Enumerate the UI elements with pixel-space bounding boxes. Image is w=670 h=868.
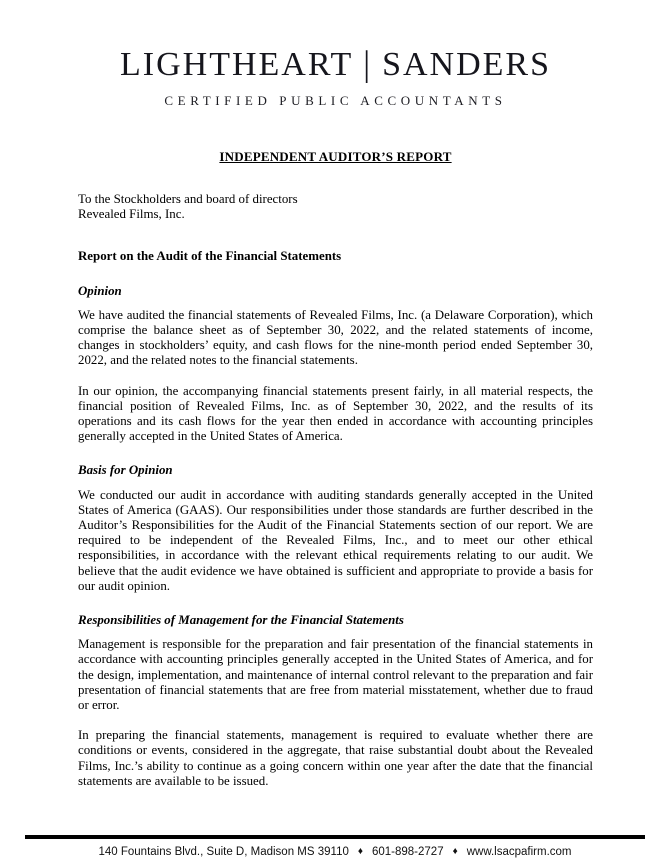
footer-contact-line (0, 846, 670, 858)
firm-name (78, 46, 593, 84)
addressee-line-2: Revealed Films, Inc. (78, 207, 185, 222)
letterhead (78, 46, 593, 109)
page-footer (0, 835, 670, 858)
report-body (78, 192, 593, 789)
footer-phone: 601-898-2727 (371, 846, 444, 858)
responsibilities-heading: Responsibilities of Management for the Financial Statements (78, 613, 404, 628)
diamond-separator-icon: ♦ (357, 846, 363, 857)
basis-for-opinion-paragraph: We conducted our audit in accordance with auditing standards generally accepted in the United States of America (GAAS). Our responsibilities under those standards are further described in the Auditor’s Responsibilities for the Audit of the Financial Statements section of our report. We are required to be independent of the Revealed Films, Inc., and to meet our other ethical responsibilities, in accordance with the relevant ethical requirements relating to our audit. We believe that the audit evidence we have obtained is sufficient and appropriate to provide a basis for our audit opinion. (78, 487, 593, 593)
addressee-line-1: To the Stockholders and board of directors (78, 192, 298, 206)
firm-name-right: SANDERS (382, 46, 551, 83)
footer-rule (25, 835, 645, 839)
footer-address: 140 Fountains Blvd., Suite D, Madison MS 39110 (98, 846, 349, 858)
responsibilities-paragraph-2: In preparing the financial statements, management is required to evaluate whether there are conditions or events, considered in the aggregate, that raise substantial doubt about the Revealed Films, Inc.’s ability to continue as a going concern within one year after the date that the financial statements are available to be issued. (78, 728, 593, 788)
main-section-heading: Report on the Audit of the Financial Statements (78, 249, 342, 264)
firm-name-divider: | (363, 45, 373, 84)
firm-tagline: CERTIFIED PUBLIC ACCOUNTANTS (164, 93, 507, 108)
opinion-heading: Opinion (78, 283, 122, 298)
opinion-paragraph-2: In our opinion, the accompanying financial statements present fairly, in all material respects, the financial position of Revealed Films, Inc. as of September 30, 2022, and the results of its operations and its cash flows for the year then ended in accordance with accounting principles generally accepted in the United States of America. (78, 383, 593, 444)
opinion-paragraph-1: We have audited the financial statements of Revealed Films, Inc. (a Delaware Corporation), which comprise the balance sheet as of September 30, 2022, and the related statements of income, changes in stockholders’ equity, and cash flows for the nine-month period ended September 30, 2022, and the related notes to the financial statements. (78, 307, 593, 368)
diamond-separator-icon: ♦ (452, 846, 458, 857)
footer-website: www.lsacpafirm.com (466, 846, 572, 858)
addressee-block (78, 192, 593, 222)
responsibilities-paragraph-1: Management is responsible for the preparation and fair presentation of the financial statements in accordance with accounting principles generally accepted in the United States of America, and for the design, implementation, and maintenance of internal control relevant to the preparation and fair presentation of financial statements that are free from material misstatement, whether due to fraud or error. (78, 637, 593, 713)
firm-name-left: LIGHTHEART (120, 46, 354, 83)
report-title: INDEPENDENT AUDITOR’S REPORT (219, 149, 452, 164)
basis-for-opinion-heading: Basis for Opinion (78, 463, 173, 478)
